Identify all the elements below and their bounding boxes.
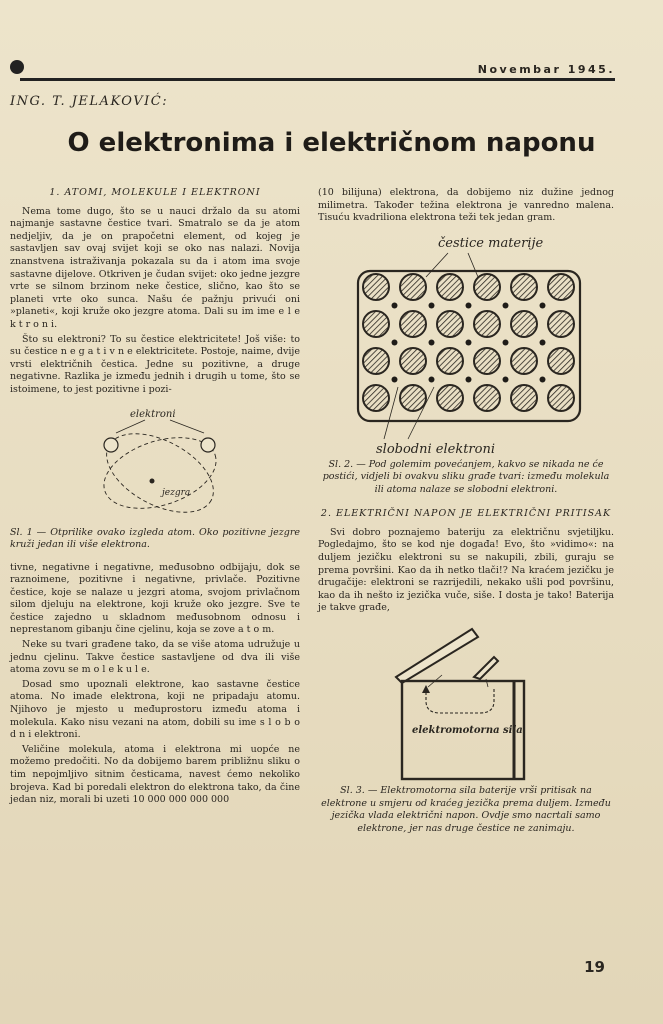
molecule-icon xyxy=(511,348,537,374)
paragraph: Nema tome dugo, što se u nauci držalo da su atomi najmanje sastavne čestice tvari. Smatralo se da je atom nedjeljiv, da je on prapočetni element, od kojeg je sastavljen sav ovaj svijet koji se oko nas nalazi. Novija znanstvena istraživanja pokazala su da i atom ima svoje sastavne dijelove. Otkriven je čudan svijet: oko jedne jezgre vrte se silnom brzinom neke čestice, slično, kao što se planeti vrte oko sunca. Našu će pažnju privući oni »planeti«, koji kruže oko jezgre atoma. Dali su im ime e l e k t r o n i. xyxy=(10,205,300,330)
molecule-icon xyxy=(548,311,574,337)
short-terminal xyxy=(474,657,498,679)
free-electron-icon xyxy=(429,302,435,308)
fig1-label-nucleus: jezgra xyxy=(162,487,191,498)
section-heading-2: 2. ELEKTRIČNI NAPON JE ELEKTRIČNI PRITISAK xyxy=(320,508,612,520)
free-electron-icon xyxy=(392,376,398,382)
figure-matter xyxy=(318,227,614,457)
molecule-icon xyxy=(548,348,574,374)
fig2-label-free-electrons: slobodni elektroni xyxy=(376,441,496,457)
free-electron-icon xyxy=(392,302,398,308)
figure-atom xyxy=(10,403,300,523)
free-electron-icon xyxy=(503,376,509,382)
free-electron-icon xyxy=(466,302,472,308)
molecule-icon xyxy=(437,348,463,374)
molecule-icon xyxy=(400,311,426,337)
molecule-icon xyxy=(400,348,426,374)
paragraph: Svi dobro poznajemo bateriju za električnu svjetiljku. Pogledajmo, što se kod nje događa! Evo, što »vidimo«: na duljem jezičku elektroni su se nakupili, zbili, guraju se prema površini. Kao da ih netko tlači!? Na kraćem jezičku je drugačije: elektroni se razrijedili, nekako ušli pod površinu, kao da ih nešto iz jezička vuče, siše. I dosta je tako! Baterija je takve građe, xyxy=(318,526,614,614)
figure-caption-3: Sl. 3. — Elektromotorna sila baterije vrši pritisak na elektrone u smjeru od kraćeg jezička prema duljem. Između jezička vlada električni napon. Ovdje smo nacrtali samo elektrone, jer nas druge čestice ne zanimaju. xyxy=(321,785,611,834)
free-electron-icon xyxy=(540,302,546,308)
electron-icon xyxy=(104,438,118,452)
paragraph: Dosad smo upoznali elektrone, kao sastavne čestice atoma. No imade elektrona, koji ne pripadaju atomu. Njihovo je mjesto u međuprostoru između atoma i molekula. Kako nisu vezani na atom, dobili su ime s l o b o d n i elektroni. xyxy=(10,678,300,741)
molecule-icon xyxy=(511,274,537,300)
molecule-icon xyxy=(363,348,389,374)
free-electron-icon xyxy=(503,339,509,345)
fig2-label-particles: čestice materije xyxy=(438,235,544,251)
fig1-label-electrons: elektroni xyxy=(130,408,176,420)
paragraph: (10 bilijuna) elektrona, da dobijemo niz dužine jednog milimetra. Također težina elektrona je vanredno malena. Tisuću kvadriliona elektrona teži tek jedan gram. xyxy=(318,187,614,224)
free-electron-icon xyxy=(540,339,546,345)
free-electron-icon xyxy=(429,339,435,345)
figure-battery xyxy=(318,621,614,781)
free-electron-icon xyxy=(466,376,472,382)
article-title: O elektronima i električnom naponu xyxy=(67,128,596,158)
matter-frame xyxy=(358,271,580,421)
right-column xyxy=(318,187,614,837)
molecule-icon xyxy=(363,385,389,411)
paragraph: Neke su tvari građene tako, da se više atoma udružuje u jednu cjelinu. Takve čestice sastavljene od dva ili više atoma zovu se m o l e k u l e. xyxy=(10,639,300,676)
molecule-icon xyxy=(548,385,574,411)
fig3-label-emf xyxy=(412,725,523,736)
molecule-icon xyxy=(437,311,463,337)
molecule-icon xyxy=(437,385,463,411)
header-bullet xyxy=(10,60,24,74)
molecule-icon xyxy=(363,311,389,337)
free-electron-icon xyxy=(503,302,509,308)
electron-icon xyxy=(201,438,215,452)
free-electron-icon xyxy=(466,339,472,345)
molecule-icon xyxy=(400,274,426,300)
free-electron-icon xyxy=(392,339,398,345)
header-rule xyxy=(20,78,615,81)
matter-diagram xyxy=(318,227,614,457)
page-number: 19 xyxy=(584,958,605,976)
long-terminal xyxy=(396,629,478,683)
molecule-icon xyxy=(474,274,500,300)
paragraph: tivne, negativne i negativne, međusobno odbijaju, dok se raznoimene, pozitivne i negativne, privlače. Pozitivne čestice, koje se nalaze u jezgri atoma, svojom privlačnom silom djeluju na elektrone, koji kruže oko jezgre. Sve te čestice zajedno u skladnom međusobnom odnosu i neprestanom gibanju čine cjelinu, koja se zove a t o m. xyxy=(10,561,300,636)
section-heading-1: 1. ATOMI, MOLEKULE I ELEKTRONI xyxy=(49,187,261,198)
molecule-icon xyxy=(474,348,500,374)
battery-diagram xyxy=(318,621,614,781)
paragraph: Što su elektroni? To su čestice elektricitete! Još više: to su čestice n e g a t i v n e elektricitete. Postoje, naime, dvije vrsti električnih čestica. Jedne su pozitivne, a druge negativne. Razlika je između jednih i drugih u tome, što se istoimene, to jest pozitivne i pozi- xyxy=(10,333,300,395)
free-electron-icon xyxy=(429,376,435,382)
nucleus-icon xyxy=(150,478,155,483)
atom-diagram xyxy=(10,403,300,523)
figure-caption-1: Sl. 1 — Otprilike ovako izgleda atom. Oko pozitivne jezgre kruži jedan ili više elektrona. xyxy=(10,526,300,550)
molecule-icon xyxy=(400,385,426,411)
molecule-icon xyxy=(511,385,537,411)
molecule-icon xyxy=(474,311,500,337)
fig3-label-text: elektromotorna sila xyxy=(412,725,523,737)
molecule-icon xyxy=(363,274,389,300)
molecule-icon xyxy=(437,274,463,300)
molecule-icon xyxy=(474,385,500,411)
molecule-icon xyxy=(511,311,537,337)
left-column xyxy=(10,187,300,809)
molecule-icon xyxy=(548,274,574,300)
free-electron-icon xyxy=(540,376,546,382)
figure-caption-2: Sl. 2. — Pod golemim povećanjem, kakvo se nikada ne će postići, vidjeli bi ovakvu sliku građe tvari: između molekula ili atoma nalaze se slobodni elektroni. xyxy=(322,458,610,495)
author-line: ING. T. JELAKOVIĆ: xyxy=(10,94,169,109)
issue-date: Novembar 1945. xyxy=(477,63,615,76)
paragraph: Veličine molekula, atoma i elektrona mi uopće ne možemo predočiti. No da dobijemo barem približnu sliku o tim nepojmljivo sitnim česticama, navest ćemo nekoliko brojeva. Kad bi poredali elektron do elektrona tako, da čine jedan niz, morali bi uzeti 10 000 000 000 000 xyxy=(10,743,300,806)
